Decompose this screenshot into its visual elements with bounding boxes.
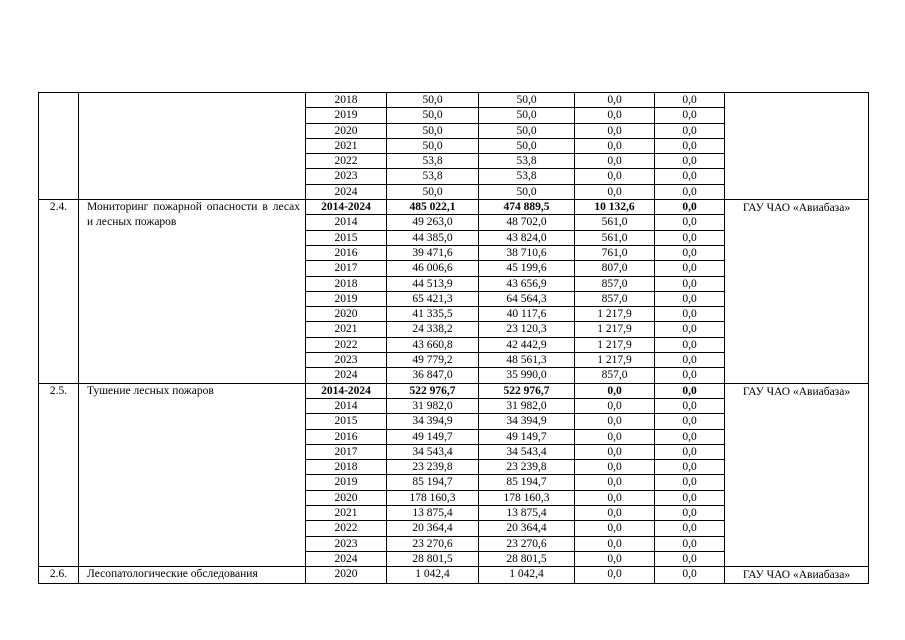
year-cell: 2019 <box>306 475 387 490</box>
table-body <box>39 93 869 584</box>
okrug-budget-cell: 34 394,9 <box>479 414 575 429</box>
other-sources-cell: 0,0 <box>655 123 725 138</box>
okrug-budget-cell: 38 710,6 <box>479 245 575 260</box>
other-sources-cell: 0,0 <box>655 475 725 490</box>
total-amount-cell: 34 543,4 <box>387 444 479 459</box>
okrug-budget-cell: 23 270,6 <box>479 536 575 551</box>
total-amount-cell: 36 847,0 <box>387 368 479 383</box>
other-sources-cell: 0,0 <box>655 383 725 398</box>
federal-budget-cell: 0,0 <box>575 536 655 551</box>
other-sources-cell: 0,0 <box>655 521 725 536</box>
federal-budget-cell: 10 132,6 <box>575 200 655 215</box>
okrug-budget-cell: 23 239,8 <box>479 460 575 475</box>
okrug-budget-cell: 28 801,5 <box>479 551 575 566</box>
year-cell: 2019 <box>306 291 387 306</box>
other-sources-cell: 0,0 <box>655 307 725 322</box>
total-amount-cell: 50,0 <box>387 123 479 138</box>
other-sources-cell: 0,0 <box>655 398 725 413</box>
year-cell: 2023 <box>306 169 387 184</box>
federal-budget-cell: 0,0 <box>575 108 655 123</box>
other-sources-cell: 0,0 <box>655 322 725 337</box>
total-amount-cell: 39 471,6 <box>387 245 479 260</box>
okrug-budget-cell: 13 875,4 <box>479 506 575 521</box>
federal-budget-cell: 857,0 <box>575 291 655 306</box>
other-sources-cell: 0,0 <box>655 108 725 123</box>
okrug-budget-cell: 50,0 <box>479 123 575 138</box>
other-sources-cell: 0,0 <box>655 169 725 184</box>
total-amount-cell: 44 513,9 <box>387 276 479 291</box>
other-sources-cell: 0,0 <box>655 291 725 306</box>
year-cell: 2015 <box>306 414 387 429</box>
other-sources-cell: 0,0 <box>655 567 725 584</box>
year-cell: 2020 <box>306 567 387 584</box>
year-cell: 2017 <box>306 261 387 276</box>
total-amount-cell: 50,0 <box>387 93 479 108</box>
year-cell: 2021 <box>306 506 387 521</box>
federal-budget-cell: 0,0 <box>575 184 655 199</box>
section-number: 2.6. <box>39 567 79 584</box>
federal-budget-cell: 1 217,9 <box>575 307 655 322</box>
other-sources-cell: 0,0 <box>655 368 725 383</box>
federal-budget-cell: 561,0 <box>575 215 655 230</box>
year-cell: 2024 <box>306 368 387 383</box>
okrug-budget-cell: 45 199,6 <box>479 261 575 276</box>
total-amount-cell: 50,0 <box>387 138 479 153</box>
federal-budget-cell: 0,0 <box>575 444 655 459</box>
other-sources-cell: 0,0 <box>655 551 725 566</box>
other-sources-cell: 0,0 <box>655 93 725 108</box>
okrug-budget-cell: 34 543,4 <box>479 444 575 459</box>
year-cell: 2015 <box>306 230 387 245</box>
total-amount-cell: 53,8 <box>387 154 479 169</box>
okrug-budget-cell: 50,0 <box>479 184 575 199</box>
year-cell: 2023 <box>306 536 387 551</box>
okrug-budget-cell: 53,8 <box>479 169 575 184</box>
executor <box>725 93 869 200</box>
year-cell: 2021 <box>306 322 387 337</box>
year-cell: 2018 <box>306 460 387 475</box>
federal-budget-cell: 0,0 <box>575 521 655 536</box>
other-sources-cell: 0,0 <box>655 490 725 505</box>
other-sources-cell: 0,0 <box>655 245 725 260</box>
other-sources-cell: 0,0 <box>655 200 725 215</box>
other-sources-cell: 0,0 <box>655 353 725 368</box>
executor: ГАУ ЧАО «Авиабаза» <box>725 567 869 584</box>
federal-budget-cell: 0,0 <box>575 93 655 108</box>
okrug-budget-cell: 48 702,0 <box>479 215 575 230</box>
federal-budget-cell: 1 217,9 <box>575 353 655 368</box>
federal-budget-cell: 0,0 <box>575 429 655 444</box>
total-amount-cell: 178 160,3 <box>387 490 479 505</box>
other-sources-cell: 0,0 <box>655 414 725 429</box>
other-sources-cell: 0,0 <box>655 230 725 245</box>
year-cell: 2019 <box>306 108 387 123</box>
federal-budget-cell: 0,0 <box>575 138 655 153</box>
activity-name: Мониторинг пожарной опасности в лесах и лесных пожаров <box>79 200 306 384</box>
total-amount-cell: 65 421,3 <box>387 291 479 306</box>
year-cell: 2022 <box>306 521 387 536</box>
okrug-budget-cell: 64 564,3 <box>479 291 575 306</box>
total-amount-cell: 20 364,4 <box>387 521 479 536</box>
federal-budget-cell: 857,0 <box>575 368 655 383</box>
activity-name: Лесопатологические обследования <box>79 567 306 584</box>
total-amount-cell: 50,0 <box>387 108 479 123</box>
okrug-budget-cell: 50,0 <box>479 138 575 153</box>
activity-name <box>79 93 306 200</box>
federal-budget-cell: 0,0 <box>575 490 655 505</box>
year-cell: 2018 <box>306 93 387 108</box>
table-row <box>39 200 869 215</box>
section-number <box>39 93 79 200</box>
year-cell: 2020 <box>306 490 387 505</box>
total-amount-cell: 53,8 <box>387 169 479 184</box>
okrug-budget-cell: 23 120,3 <box>479 322 575 337</box>
okrug-budget-cell: 85 194,7 <box>479 475 575 490</box>
year-cell: 2016 <box>306 245 387 260</box>
other-sources-cell: 0,0 <box>655 429 725 444</box>
budget-table <box>38 92 869 584</box>
okrug-budget-cell: 20 364,4 <box>479 521 575 536</box>
other-sources-cell: 0,0 <box>655 138 725 153</box>
executor: ГАУ ЧАО «Авиабаза» <box>725 383 869 567</box>
other-sources-cell: 0,0 <box>655 444 725 459</box>
okrug-budget-cell: 48 561,3 <box>479 353 575 368</box>
okrug-budget-cell: 31 982,0 <box>479 398 575 413</box>
total-amount-cell: 46 006,6 <box>387 261 479 276</box>
total-amount-cell: 49 779,2 <box>387 353 479 368</box>
okrug-budget-cell: 42 442,9 <box>479 337 575 352</box>
table-row <box>39 383 869 398</box>
total-amount-cell: 44 385,0 <box>387 230 479 245</box>
federal-budget-cell: 561,0 <box>575 230 655 245</box>
year-cell: 2018 <box>306 276 387 291</box>
other-sources-cell: 0,0 <box>655 337 725 352</box>
federal-budget-cell: 0,0 <box>575 414 655 429</box>
total-amount-cell: 23 270,6 <box>387 536 479 551</box>
other-sources-cell: 0,0 <box>655 154 725 169</box>
year-cell: 2024 <box>306 551 387 566</box>
okrug-budget-cell: 522 976,7 <box>479 383 575 398</box>
total-amount-cell: 522 976,7 <box>387 383 479 398</box>
total-amount-cell: 24 338,2 <box>387 322 479 337</box>
executor: ГАУ ЧАО «Авиабаза» <box>725 200 869 384</box>
other-sources-cell: 0,0 <box>655 536 725 551</box>
year-cell: 2022 <box>306 154 387 169</box>
total-amount-cell: 49 149,7 <box>387 429 479 444</box>
other-sources-cell: 0,0 <box>655 276 725 291</box>
federal-budget-cell: 807,0 <box>575 261 655 276</box>
year-cell: 2020 <box>306 123 387 138</box>
other-sources-cell: 0,0 <box>655 460 725 475</box>
section-number: 2.4. <box>39 200 79 384</box>
total-amount-cell: 43 660,8 <box>387 337 479 352</box>
year-cell: 2014 <box>306 398 387 413</box>
year-cell: 2017 <box>306 444 387 459</box>
other-sources-cell: 0,0 <box>655 215 725 230</box>
okrug-budget-cell: 178 160,3 <box>479 490 575 505</box>
federal-budget-cell: 857,0 <box>575 276 655 291</box>
other-sources-cell: 0,0 <box>655 261 725 276</box>
okrug-budget-cell: 43 824,0 <box>479 230 575 245</box>
activity-name: Тушение лесных пожаров <box>79 383 306 567</box>
total-amount-cell: 23 239,8 <box>387 460 479 475</box>
year-cell: 2023 <box>306 353 387 368</box>
table-row <box>39 567 869 584</box>
federal-budget-cell: 1 217,9 <box>575 322 655 337</box>
total-amount-cell: 85 194,7 <box>387 475 479 490</box>
year-cell: 2021 <box>306 138 387 153</box>
okrug-budget-cell: 1 042,4 <box>479 567 575 584</box>
other-sources-cell: 0,0 <box>655 506 725 521</box>
year-cell: 2020 <box>306 307 387 322</box>
federal-budget-cell: 0,0 <box>575 154 655 169</box>
okrug-budget-cell: 50,0 <box>479 108 575 123</box>
federal-budget-cell: 0,0 <box>575 567 655 584</box>
total-amount-cell: 49 263,0 <box>387 215 479 230</box>
table-row <box>39 93 869 108</box>
federal-budget-cell: 0,0 <box>575 123 655 138</box>
total-amount-cell: 41 335,5 <box>387 307 479 322</box>
total-amount-cell: 31 982,0 <box>387 398 479 413</box>
year-cell: 2022 <box>306 337 387 352</box>
okrug-budget-cell: 50,0 <box>479 93 575 108</box>
total-amount-cell: 34 394,9 <box>387 414 479 429</box>
year-cell: 2014-2024 <box>306 200 387 215</box>
federal-budget-cell: 0,0 <box>575 506 655 521</box>
year-cell: 2024 <box>306 184 387 199</box>
federal-budget-cell: 1 217,9 <box>575 337 655 352</box>
total-amount-cell: 50,0 <box>387 184 479 199</box>
total-amount-cell: 28 801,5 <box>387 551 479 566</box>
total-amount-cell: 1 042,4 <box>387 567 479 584</box>
year-cell: 2014 <box>306 215 387 230</box>
federal-budget-cell: 761,0 <box>575 245 655 260</box>
total-amount-cell: 485 022,1 <box>387 200 479 215</box>
okrug-budget-cell: 49 149,7 <box>479 429 575 444</box>
year-cell: 2014-2024 <box>306 383 387 398</box>
federal-budget-cell: 0,0 <box>575 551 655 566</box>
section-number: 2.5. <box>39 383 79 567</box>
total-amount-cell: 13 875,4 <box>387 506 479 521</box>
okrug-budget-cell: 35 990,0 <box>479 368 575 383</box>
federal-budget-cell: 0,0 <box>575 169 655 184</box>
federal-budget-cell: 0,0 <box>575 460 655 475</box>
okrug-budget-cell: 474 889,5 <box>479 200 575 215</box>
federal-budget-cell: 0,0 <box>575 475 655 490</box>
year-cell: 2016 <box>306 429 387 444</box>
okrug-budget-cell: 43 656,9 <box>479 276 575 291</box>
okrug-budget-cell: 53,8 <box>479 154 575 169</box>
okrug-budget-cell: 40 117,6 <box>479 307 575 322</box>
federal-budget-cell: 0,0 <box>575 398 655 413</box>
other-sources-cell: 0,0 <box>655 184 725 199</box>
federal-budget-cell: 0,0 <box>575 383 655 398</box>
